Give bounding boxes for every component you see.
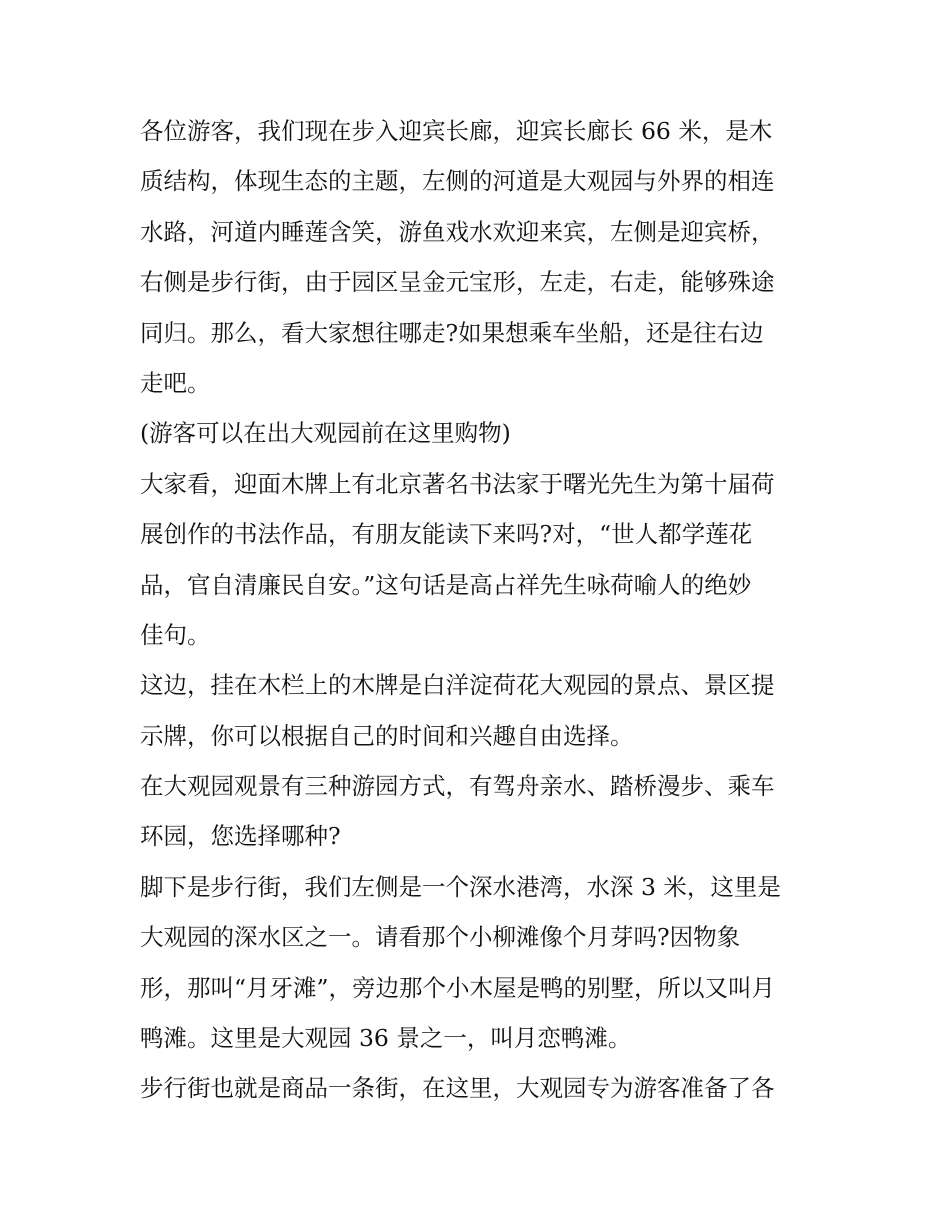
document-body — [140, 106, 812, 1114]
text-line: 各位游客，我们现在步入迎宾长廊，迎宾长廊长 66 米，是木 — [140, 117, 773, 145]
text-line: 环园，您选择哪种? — [140, 822, 341, 851]
text-line: 大家看，迎面木牌上有北京著名书法家于曙光先生为第十届荷 — [140, 469, 775, 498]
text-line: (游客可以在出大观园前在这里购物) — [140, 419, 511, 448]
text-line: 水路，河道内睡莲含笑，游鱼戏水欢迎来宾，左侧是迎宾桥， — [140, 217, 775, 246]
text-line: 走吧。 — [140, 368, 211, 397]
text-line: 质结构，体现生态的主题，左侧的河道是大观园与外界的相连 — [140, 167, 775, 196]
text-line: 在大观园观景有三种游园方式，有驾舟亲水、踏桥漫步、乘车 — [140, 772, 775, 801]
text-line: 脚下是步行街，我们左侧是一个深水港湾，水深 3 米，这里是 — [140, 872, 781, 901]
text-line: 这边，挂在木栏上的木牌是白洋淀荷花大观园的景点、景区提 — [140, 671, 775, 700]
text-line: 鸭滩。这里是大观园 36 景之一，叫月恋鸭滩。 — [140, 1024, 632, 1053]
text-line: 展创作的书法作品，有朋友能读下来吗?对，“世人都学莲花 — [140, 520, 753, 549]
text-line: 示牌，你可以根据自己的时间和兴趣自由选择。 — [140, 721, 634, 750]
text-line: 右侧是步行街，由于园区呈金元宝形，左走，右走，能够殊途 — [140, 268, 775, 297]
text-line: 步行街也就是商品一条街，在这里，大观园专为游客准备了各 — [140, 1074, 775, 1103]
text-line: 形，那叫“月牙滩”，旁边那个小木屋是鸭的别墅，所以又叫月 — [140, 973, 776, 1002]
text-line: 同归。那么，看大家想往哪走?如果想乘车坐船，还是往右边 — [140, 318, 764, 347]
text-line: 佳句。 — [140, 620, 211, 649]
text-line: 大观园的深水区之一。请看那个小柳滩像个月芽吗?因物象 — [140, 923, 741, 952]
text-line: 品，官自清廉民自安。”这句话是高占祥先生咏荷喻人的绝妙 — [140, 570, 752, 599]
